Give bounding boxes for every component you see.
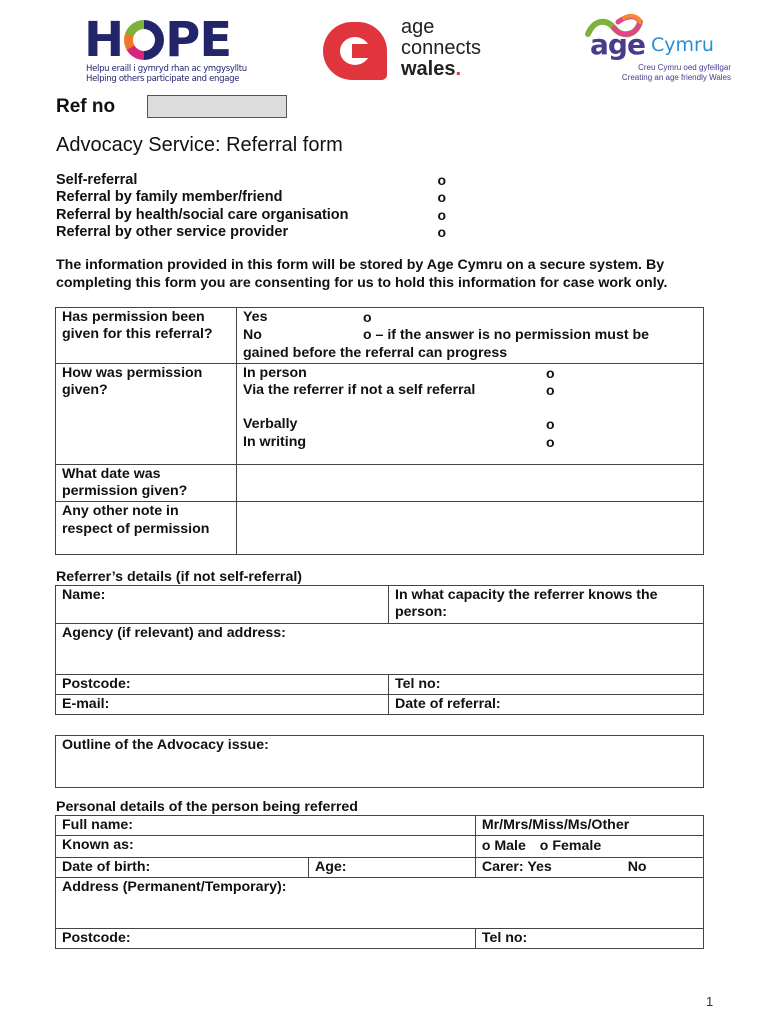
female-label: Female: [552, 838, 602, 855]
referral-option-self: [56, 172, 446, 189]
radio-family-referral[interactable]: o: [437, 189, 446, 206]
data-consent-notice: The information provided in this form will be stored by Age Cymru on a secure system. By completing this form you are consenting for us to hold this information for case work only.: [56, 257, 668, 291]
method-in-person-label: In person: [243, 364, 307, 381]
permission-date-field[interactable]: [237, 464, 704, 502]
referral-option-family: [56, 189, 446, 206]
hope-letter-p: P: [165, 12, 200, 68]
method-verbally-label: Verbally: [243, 416, 298, 433]
referrer-tel-field[interactable]: Tel no:: [389, 674, 704, 694]
referral-option-other: [56, 224, 446, 241]
age-cymru-tagline: [606, 63, 731, 83]
date-of-birth-field[interactable]: Date of birth:: [56, 857, 309, 877]
referral-option-label: Self-referral: [56, 172, 138, 188]
hope-tagline-english: Helping others participate and engage: [86, 74, 240, 84]
radio-in-writing[interactable]: o: [546, 433, 555, 450]
referral-option-label: Referral by health/social care organisation: [56, 206, 349, 223]
age-cymru-age-text: age: [590, 28, 645, 61]
hope-logo: [84, 12, 232, 68]
referrer-table: [55, 585, 704, 715]
referral-option-health: [56, 207, 446, 224]
radio-in-person[interactable]: o: [546, 364, 555, 381]
permission-method-options: [237, 363, 704, 464]
page-title: Advocacy Service: Referral form: [56, 134, 343, 156]
postcode-field[interactable]: Postcode:: [56, 928, 476, 948]
gender-options: [475, 836, 703, 857]
radio-health-referral[interactable]: o: [437, 206, 446, 223]
age-connects-wales-logo: [401, 17, 481, 80]
personal-details-table: [55, 815, 704, 949]
known-as-field[interactable]: Known as:: [56, 836, 476, 857]
referrer-section-heading: Referrer’s details (if not self-referral): [56, 569, 302, 585]
permission-method-label: How was permission given?: [56, 363, 237, 464]
carer-label: Carer:: [481, 858, 524, 875]
hope-letter-h: H: [84, 12, 124, 68]
advocacy-issue-field[interactable]: Outline of the Advocacy issue:: [56, 736, 704, 788]
carer-no-option[interactable]: No: [627, 858, 647, 875]
permission-yes-label: Yes: [243, 309, 268, 325]
age-connects-a-icon: [323, 22, 387, 80]
acw-line-age: age: [401, 16, 435, 38]
referrer-name-field[interactable]: Name:: [56, 586, 389, 624]
radio-via-referrer[interactable]: o: [546, 382, 555, 399]
permission-date-label: What date was permission given?: [56, 464, 237, 502]
personal-details-heading: Personal details of the person being referred: [56, 799, 358, 815]
permission-note-label: Any other note in respect of permission: [56, 502, 237, 555]
acw-line-connects: connects: [401, 37, 482, 59]
title-options-field[interactable]: Mr/Mrs/Miss/Ms/Other: [475, 816, 703, 836]
radio-other-referral[interactable]: o: [437, 223, 446, 240]
method-in-writing-label: In writing: [243, 433, 307, 450]
radio-female[interactable]: o: [539, 837, 549, 854]
radio-self-referral[interactable]: o: [437, 172, 446, 188]
permission-given-options: [237, 308, 704, 364]
age-cymru-tagline-welsh: Creu Cymru oed gyfeillgar: [638, 63, 731, 72]
radio-male[interactable]: o: [481, 837, 491, 854]
permission-given-label: Has permission been given for this referral?: [56, 308, 237, 364]
acw-line-wales: wales.: [401, 58, 462, 80]
permission-no-label: No: [243, 327, 262, 344]
radio-permission-no[interactable]: o: [363, 326, 372, 343]
age-cymru-tagline-english: Creating an age friendly Wales: [621, 73, 731, 82]
referrer-postcode-field[interactable]: Postcode:: [56, 674, 389, 694]
full-name-field[interactable]: Full name:: [56, 816, 476, 836]
radio-verbally[interactable]: o: [546, 416, 555, 433]
advocacy-issue-table: [55, 735, 704, 788]
carer-options: [475, 857, 703, 877]
hope-o-ring-icon: [124, 20, 164, 60]
radio-permission-yes[interactable]: o: [363, 309, 372, 325]
male-label: Male: [494, 838, 526, 855]
ref-no-field[interactable]: [147, 95, 287, 118]
age-cymru-cymru-text: Cymru: [651, 34, 714, 56]
referral-type-list: [56, 172, 446, 241]
address-field[interactable]: Address (Permanent/Temporary):: [56, 877, 704, 928]
page-number: 1: [706, 994, 714, 1009]
hope-tagline-welsh: Helpu eraill i gymryd rhan ac ymgysylltu: [86, 64, 247, 74]
referrer-agency-field[interactable]: Agency (if relevant) and address:: [56, 623, 704, 674]
hope-letter-e: E: [199, 12, 232, 68]
carer-yes-option[interactable]: Yes: [527, 858, 552, 875]
referrer-email-field[interactable]: E-mail:: [56, 694, 389, 714]
referrer-capacity-field[interactable]: In what capacity the referrer knows the person:: [389, 586, 704, 624]
permission-table: [55, 307, 704, 555]
referral-option-label: Referral by family member/friend: [56, 189, 283, 206]
age-field[interactable]: Age:: [309, 857, 476, 877]
tel-field[interactable]: Tel no:: [475, 928, 703, 948]
method-via-referrer-label: Via the referrer if not a self referral: [243, 382, 476, 399]
referral-option-label: Referral by other service provider: [56, 223, 289, 240]
permission-no-note: – if the answer is no permission must be gained before the referral can progress: [243, 327, 650, 361]
referral-date-field[interactable]: Date of referral:: [389, 694, 704, 714]
permission-note-field[interactable]: [237, 502, 704, 555]
hope-tagline: [86, 64, 247, 84]
ref-no-label: Ref no: [56, 96, 116, 117]
